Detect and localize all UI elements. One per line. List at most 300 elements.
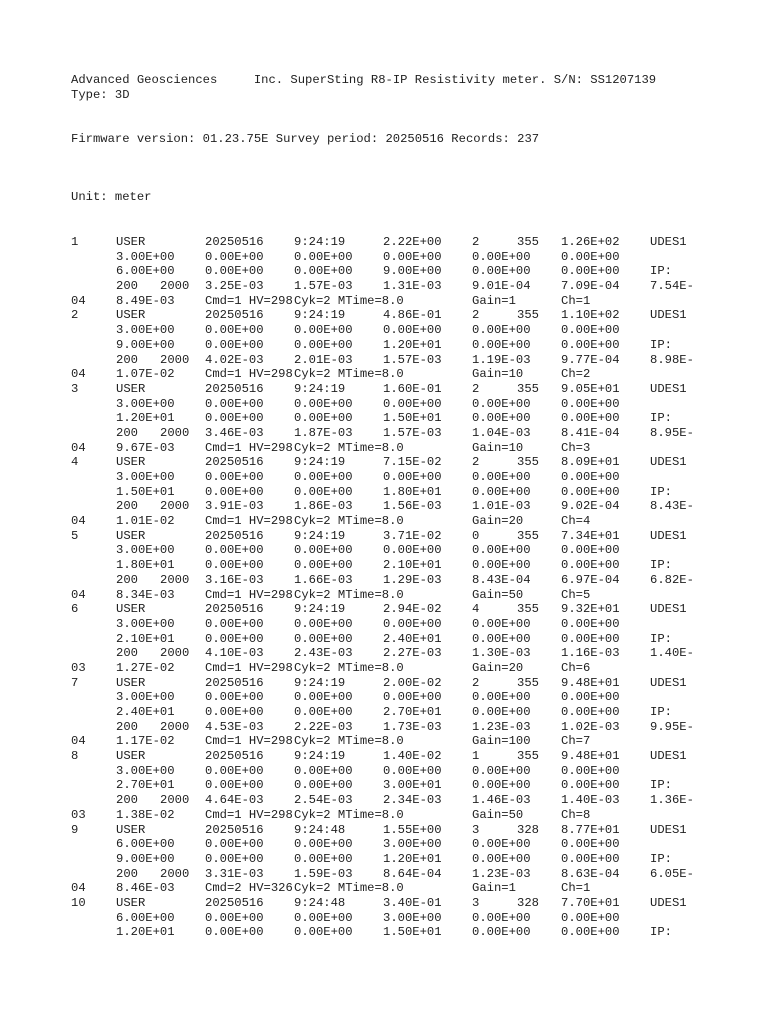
record-line [0,250,768,265]
record-time: 9:24:19 [294,235,346,249]
record-ip-value: 3.25E-03 [205,279,264,294]
record-line [0,573,768,588]
record-command: Cmd=1 HV=298 [205,734,293,749]
record-value: 200 [116,572,138,587]
record-mode: USER [116,381,146,396]
record-coordinate: 0.00E+00 [383,323,442,338]
record-coordinate: 0.00E+00 [205,484,264,499]
record-ip-value: 3.31E-03 [205,866,264,881]
record-number: 3 [71,381,79,396]
record-ip-value: 6.97E-04 [561,572,620,587]
record-coordinate: 0.00E+00 [472,837,531,852]
record-value: 200 [116,793,138,808]
record-value: 8.09E+01 [561,455,620,470]
record-coordinate: 0.00E+00 [205,837,264,852]
record-coordinate: 0.00E+00 [472,851,531,866]
record-coordinate: 3.00E+00 [116,470,175,484]
record-channel: Ch=7 [561,734,591,749]
record-coordinate: 0.00E+00 [294,323,353,338]
record-coordinate: 3.00E+00 [383,910,442,925]
record-value: 200 [116,866,138,881]
record-value: 2000 [160,646,190,661]
record-line [0,485,768,500]
record-ip-value: 9.02E-04 [561,499,620,514]
record-coordinate: 3.00E+01 [383,778,442,793]
record-coordinate: 2.70E+01 [383,705,442,719]
record-ip-value: 1.40E-03 [561,793,620,808]
record-number: 8 [71,749,79,764]
record-electrode-code: UDES1 [650,235,687,249]
record-coordinate: 2.40E+01 [383,631,442,646]
record-ip-value: 1.87E-03 [294,425,353,440]
record-coordinate: 0.00E+00 [561,837,620,852]
record-ip-value: 8.34E-03 [116,587,175,602]
record-coordinate: 0.00E+00 [383,249,442,264]
record-line [0,323,768,338]
record-mode: USER [116,822,146,837]
record-ip-value: 3.46E-03 [205,425,264,440]
record-date: 20250516 [205,235,264,249]
record-coordinate: 0.00E+00 [472,337,531,352]
record-electrode-code: UDES1 [650,528,687,543]
record-line [0,558,768,573]
record-coordinate: 0.00E+00 [294,631,353,646]
record-coordinate: 0.00E+00 [205,851,264,866]
record-coordinate: 0.00E+00 [472,249,531,264]
record-mode: USER [116,308,146,323]
record-ip-value: 1.57E-03 [294,279,353,294]
record-value: 9.48E+01 [561,749,620,764]
record-ip-value: 8.63E-04 [561,866,620,881]
record-ip-value: 1.57E-03 [383,352,442,367]
record-mode: USER [116,528,146,543]
record-date: 20250516 [205,528,264,543]
record-ip-value: 1.57E-03 [383,425,442,440]
record-coordinate: 0.00E+00 [561,264,620,279]
record-number: 6 [71,602,79,617]
unit-line: Unit: meter [71,190,152,204]
record-coordinate: 0.00E+00 [472,910,531,925]
record-ip-value: 1.19E-03 [472,352,531,367]
record-command: Cmd=1 HV=298 [205,660,293,675]
record-value: 2 [472,455,480,470]
record-coordinate: 6.00E+00 [116,264,175,279]
record-value: 2.22E+00 [383,235,442,249]
record-coordinate: 0.00E+00 [472,264,531,279]
record-coordinate: 0.00E+00 [383,396,442,411]
record-time: 9:24:19 [294,381,346,396]
record-ip-value: 3.16E-03 [205,572,264,587]
record-coordinate: 0.00E+00 [294,705,353,719]
record-ip-value: 1.02E-03 [561,719,620,734]
record-coordinate: 0.00E+00 [472,543,531,558]
record-gain: Gain=100 [472,734,531,749]
record-line [0,823,768,838]
record-ip-value: 4.64E-03 [205,793,264,808]
record-date: 20250516 [205,675,264,690]
record-command: Cmd=1 HV=298 [205,807,293,822]
record-value: 2000 [160,499,190,514]
record-ip-value: 2.43E-03 [294,646,353,661]
record-line [0,749,768,764]
record-coordinate: 0.00E+00 [472,690,531,705]
record-ip-value: 2.34E-03 [383,793,442,808]
record-value: 9.48E+01 [561,675,620,690]
manufacturer-name: Advanced Geosciences [71,73,218,87]
record-ip-label: IP: [650,851,672,866]
record-value: 2 [472,235,480,249]
record-coordinate: 0.00E+00 [472,925,531,940]
record-channel: Ch=8 [561,807,591,822]
record-number: 2 [71,308,79,323]
record-value: 355 [517,235,539,249]
record-coordinate: 0.00E+00 [561,249,620,264]
record-coordinate: 0.00E+00 [294,837,353,852]
record-value: 1.40E-02 [383,749,442,764]
record-value: 200 [116,646,138,661]
record-ip-value: 8.95E- [650,425,694,440]
record-coordinate: 0.00E+00 [472,484,531,499]
record-electrode-code: UDES1 [650,749,687,764]
record-mode: USER [116,455,146,470]
record-channel: Ch=6 [561,660,591,675]
record-line [0,455,768,470]
record-value: 3.71E-02 [383,528,442,543]
record-value: 3.40E-01 [383,895,442,910]
record-ip-value: 6.05E- [650,866,694,881]
record-coordinate: 0.00E+00 [561,411,620,426]
record-ip-label: IP: [650,778,672,793]
record-line [0,338,768,353]
record-coordinate: 3.00E+00 [116,249,175,264]
record-coordinate: 0.00E+00 [205,705,264,719]
record-ip-value: 3.91E-03 [205,499,264,514]
record-line [0,808,768,823]
record-coordinate: 0.00E+00 [561,690,620,705]
record-coordinate: 3.00E+00 [383,837,442,852]
record-date: 20250516 [205,749,264,764]
record-gain: Gain=50 [472,807,524,822]
record-coordinate: 1.50E+01 [383,411,442,426]
record-ip-value: 2.22E-03 [294,719,353,734]
record-coordinate: 0.00E+00 [205,543,264,558]
record-value: 200 [116,352,138,367]
record-line [0,661,768,676]
record-coordinate: 6.00E+00 [116,910,175,925]
record-coordinate: 0.00E+00 [561,763,620,778]
record-coordinate: 0.00E+00 [561,558,620,573]
record-coordinate: 0.00E+00 [472,470,531,484]
record-coordinate: 0.00E+00 [561,323,620,338]
record-date: 20250516 [205,895,264,910]
record-cycle-time: Cyk=2 MTime=8.0 [294,807,404,822]
record-value: 1 [472,749,480,764]
record-coordinate: 1.20E+01 [116,411,175,426]
record-ip-value: 9.95E- [650,719,694,734]
record-ip-label: IP: [650,264,672,279]
record-mode: USER [116,602,146,617]
record-coordinate: 0.00E+00 [561,543,620,558]
record-coordinate: 0.00E+00 [472,616,531,631]
record-coordinate: 0.00E+00 [294,337,353,352]
record-line [0,852,768,867]
record-line [0,426,768,441]
record-line [0,470,768,485]
record-value: 2000 [160,793,190,808]
record-value: 2 [472,381,480,396]
record-ip-value: 1.17E-02 [116,734,175,749]
record-coordinate: 1.80E+01 [116,558,175,573]
record-ip-value: 2.27E-03 [383,646,442,661]
record-ip-value: 1.38E-02 [116,807,175,822]
record-line [0,837,768,852]
record-line [0,529,768,544]
record-command: Cmd=1 HV=298 [205,367,293,382]
record-ip-value: 8.46E-03 [116,881,175,896]
record-channel: Ch=2 [561,367,591,382]
record-line [0,602,768,617]
record-command: Cmd=2 HV=326 [205,881,293,896]
survey-type: Type: 3D [71,88,130,102]
record-value: 2000 [160,279,190,294]
record-number: 4 [71,455,79,470]
record-gain: Gain=20 [472,514,524,529]
record-ip-value: 8.43E-04 [472,572,531,587]
record-line [0,367,768,382]
record-coordinate: 0.00E+00 [205,337,264,352]
record-ip-value: 8.98E- [650,352,694,367]
record-line [0,632,768,647]
record-coordinate: 0.00E+00 [472,778,531,793]
record-coordinate: 0.00E+00 [472,558,531,573]
record-coordinate: 0.00E+00 [561,337,620,352]
record-line [0,588,768,603]
record-value: 4 [472,602,480,617]
record-coordinate: 0.00E+00 [205,323,264,338]
record-coordinate: 0.00E+00 [472,323,531,338]
record-line [0,353,768,368]
record-coordinate: 1.50E+01 [383,925,442,940]
record-number: 5 [71,528,79,543]
record-coordinate: 0.00E+00 [561,910,620,925]
record-ip-exponent: 04 [71,293,86,308]
record-line [0,867,768,882]
record-line [0,896,768,911]
record-time: 9:24:19 [294,455,346,470]
record-date: 20250516 [205,381,264,396]
record-coordinate: 0.00E+00 [294,910,353,925]
record-electrode-code: UDES1 [650,308,687,323]
record-ip-value: 1.73E-03 [383,719,442,734]
record-coordinate: 9.00E+00 [116,337,175,352]
record-coordinate: 0.00E+00 [205,249,264,264]
record-ip-value: 2.54E-03 [294,793,353,808]
record-coordinate: 0.00E+00 [561,484,620,499]
record-coordinate: 0.00E+00 [294,690,353,705]
record-line [0,764,768,779]
record-coordinate: 0.00E+00 [294,851,353,866]
record-value: 2000 [160,719,190,734]
record-value: 200 [116,425,138,440]
record-value: 328 [517,895,539,910]
record-mode: USER [116,895,146,910]
record-ip-value: 4.53E-03 [205,719,264,734]
record-ip-value: 1.46E-03 [472,793,531,808]
record-value: 9.32E+01 [561,602,620,617]
record-cycle-time: Cyk=2 MTime=8.0 [294,587,404,602]
record-ip-value: 1.23E-03 [472,719,531,734]
record-mode: USER [116,749,146,764]
record-coordinate: 0.00E+00 [472,763,531,778]
record-value: 3 [472,895,480,910]
record-coordinate: 3.00E+00 [116,543,175,558]
record-coordinate: 0.00E+00 [561,925,620,940]
record-time: 9:24:48 [294,895,346,910]
record-coordinate: 0.00E+00 [205,616,264,631]
record-ip-value: 8.49E-03 [116,293,175,308]
record-ip-label: IP: [650,337,672,352]
record-number: 7 [71,675,79,690]
record-coordinate: 0.00E+00 [561,778,620,793]
record-coordinate: 0.00E+00 [205,631,264,646]
record-line [0,793,768,808]
record-coordinate: 0.00E+00 [472,631,531,646]
record-line [0,543,768,558]
record-coordinate: 0.00E+00 [205,910,264,925]
record-number: 9 [71,822,79,837]
record-value: 2000 [160,425,190,440]
record-time: 9:24:19 [294,675,346,690]
record-coordinate: 0.00E+00 [561,616,620,631]
record-ip-value: 1.31E-03 [383,279,442,294]
record-ip-value: 1.04E-03 [472,425,531,440]
record-value: 355 [517,381,539,396]
record-value: 3 [472,822,480,837]
record-coordinate: 0.00E+00 [205,396,264,411]
record-number: 10 [71,895,86,910]
record-ip-label: IP: [650,631,672,646]
record-line [0,881,768,896]
record-coordinate: 0.00E+00 [294,616,353,631]
instrument-description: Inc. SuperSting R8-IP Resistivity meter. S/N: SS1207139 [253,73,657,87]
record-value: 1.60E-01 [383,381,442,396]
record-coordinate: 0.00E+00 [561,396,620,411]
record-date: 20250516 [205,308,264,323]
record-coordinate: 3.00E+00 [116,763,175,778]
record-coordinate: 0.00E+00 [294,925,353,940]
record-value: 355 [517,528,539,543]
record-line [0,676,768,691]
record-ip-exponent: 03 [71,660,86,675]
record-value: 0 [472,528,480,543]
record-electrode-code: UDES1 [650,381,687,396]
firmware-line: Firmware version: 01.23.75E Survey period: 20250516 Records: 237 [71,132,540,146]
record-coordinate: 3.00E+00 [116,690,175,705]
record-channel: Ch=4 [561,514,591,529]
header-line-1 [71,73,656,87]
record-value: 355 [517,675,539,690]
record-ip-value: 4.02E-03 [205,352,264,367]
record-ip-value: 1.23E-03 [472,866,531,881]
record-coordinate: 0.00E+00 [472,705,531,719]
record-ip-value: 8.41E-04 [561,425,620,440]
record-value: 8.77E+01 [561,822,620,837]
record-ip-label: IP: [650,411,672,426]
record-time: 9:24:19 [294,602,346,617]
record-gain: Gain=20 [472,660,524,675]
record-ip-value: 1.66E-03 [294,572,353,587]
record-ip-exponent: 03 [71,807,86,822]
record-value: 1.10E+02 [561,308,620,323]
record-electrode-code: UDES1 [650,455,687,470]
record-coordinate: 2.10E+01 [383,558,442,573]
record-line [0,925,768,940]
record-value: 2.94E-02 [383,602,442,617]
record-coordinate: 0.00E+00 [294,763,353,778]
record-ip-value: 1.36E- [650,793,694,808]
record-ip-value: 1.59E-03 [294,866,353,881]
record-value: 2000 [160,352,190,367]
record-value: 200 [116,499,138,514]
record-value: 9.05E+01 [561,381,620,396]
record-coordinate: 1.20E+01 [116,925,175,940]
record-coordinate: 1.20E+01 [383,851,442,866]
records-listing [0,235,768,940]
record-coordinate: 9.00E+00 [383,264,442,279]
record-command: Cmd=1 HV=298 [205,440,293,455]
record-line [0,235,768,250]
record-coordinate: 2.70E+01 [116,778,175,793]
record-value: 7.70E+01 [561,895,620,910]
record-coordinate: 1.20E+01 [383,337,442,352]
record-ip-value: 9.67E-03 [116,440,175,455]
record-coordinate: 0.00E+00 [472,396,531,411]
record-command: Cmd=1 HV=298 [205,293,293,308]
record-ip-exponent: 04 [71,514,86,529]
record-line [0,397,768,412]
record-mode: USER [116,675,146,690]
record-gain: Gain=1 [472,293,516,308]
record-ip-value: 4.10E-03 [205,646,264,661]
record-ip-value: 1.01E-03 [472,499,531,514]
record-line [0,514,768,529]
record-value: 2000 [160,572,190,587]
record-command: Cmd=1 HV=298 [205,587,293,602]
record-line [0,382,768,397]
record-coordinate: 0.00E+00 [561,705,620,719]
record-coordinate: 0.00E+00 [294,484,353,499]
record-electrode-code: UDES1 [650,675,687,690]
record-date: 20250516 [205,455,264,470]
record-coordinate: 3.00E+00 [116,396,175,411]
record-coordinate: 0.00E+00 [383,470,442,484]
record-date: 20250516 [205,822,264,837]
record-coordinate: 0.00E+00 [205,763,264,778]
record-coordinate: 0.00E+00 [205,690,264,705]
record-value: 355 [517,602,539,617]
record-coordinate: 0.00E+00 [294,249,353,264]
record-ip-value: 1.01E-02 [116,514,175,529]
record-cycle-time: Cyk=2 MTime=8.0 [294,293,404,308]
record-line [0,499,768,514]
record-coordinate: 0.00E+00 [383,763,442,778]
record-ip-value: 1.07E-02 [116,367,175,382]
record-ip-value: 8.64E-04 [383,866,442,881]
record-coordinate: 0.00E+00 [561,470,620,484]
record-value: 2 [472,308,480,323]
record-ip-value: 7.09E-04 [561,279,620,294]
record-coordinate: 6.00E+00 [116,837,175,852]
